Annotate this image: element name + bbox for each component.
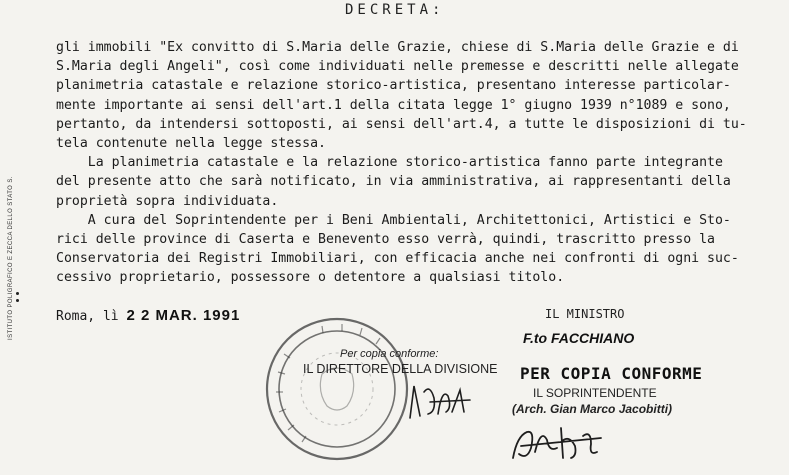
direttore-label: IL DIRETTORE DELLA DIVISIONE xyxy=(303,362,498,376)
soprintendente-name: (Arch. Gian Marco Jacobitti) xyxy=(512,402,673,416)
body-line: Conservatoria dei Registri Immobiliari, con efficacia anche nei confronti di ogni suc- xyxy=(56,251,739,267)
printer-side-note: ISTITUTO POLIGRAFICO E ZECCA DELLO STATO S. xyxy=(8,176,14,340)
margin-dot xyxy=(16,292,19,295)
date-stamp: 2 2 MAR. 1991 xyxy=(126,307,241,324)
body-line: mente importante ai sensi dell'art.1 della citata legge 1° giugno 1939 n°1089 e sono, xyxy=(56,97,731,113)
date-prefix: Roma, lì xyxy=(56,309,127,324)
date-line xyxy=(56,307,240,324)
decree-body xyxy=(56,38,761,287)
ministro-name: F.to FACCHIANO xyxy=(523,330,635,346)
body-line: proprietà sopra individuata. xyxy=(56,193,279,209)
body-line: pertanto, da intendersi sottoposti, ai sensi dell'art.4, a tutte le disposizioni di tu- xyxy=(56,116,747,132)
soprintendente-label: IL SOPRINTENDENTE xyxy=(533,386,657,400)
body-line: S.Maria degli Angeli", così come individuati nelle premesse e descritti nelle allegate xyxy=(56,59,739,75)
per-copia-conforme-stamp: PER COPIA CONFORME xyxy=(520,364,703,383)
margin-dot xyxy=(16,299,19,302)
body-line: rici delle province di Caserta e Benevento esso verrà, quindi, trascritto presso la xyxy=(56,231,715,247)
body-line: La planimetria catastale e la relazione storico-artistica fanno parte integrante xyxy=(56,155,723,171)
decree-heading: DECRETA: xyxy=(345,2,445,18)
official-seal-icon xyxy=(262,314,412,464)
body-line: gli immobili "Ex convitto di S.Maria delle Grazie, chiese di S.Maria delle Grazie e di xyxy=(56,40,739,55)
per-copia-conforme-small: Per copia conforme: xyxy=(340,348,439,360)
soprintendente-signature-icon xyxy=(505,418,615,468)
body-line: del presente atto che sarà notificato, in via amministrativa, ai rappresentanti della xyxy=(56,174,731,190)
body-line: planimetria catastale e relazione storico-artistica, presentano interesse particolar- xyxy=(56,78,731,94)
body-line: A cura del Soprintendente per i Beni Ambientali, Architettonici, Artistici e Sto- xyxy=(56,212,731,228)
ministro-label: IL MINISTRO xyxy=(545,307,625,321)
body-line: tela contenute nella legge stessa. xyxy=(56,135,326,151)
director-signature-icon xyxy=(400,378,500,428)
body-line: cessivo proprietario, possessore o detentore a qualsiasi titolo. xyxy=(56,270,565,286)
